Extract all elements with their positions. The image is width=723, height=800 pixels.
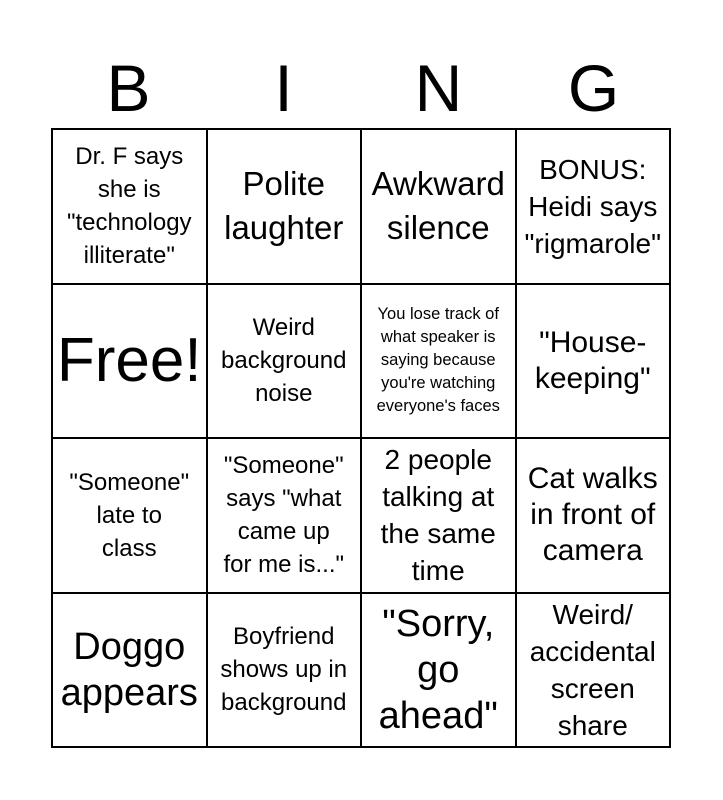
cell-text: Dr. F says she is "technology illiterate" (66, 143, 192, 270)
cell-text: Awkward silence (371, 165, 505, 247)
cell-text: Weird/ accidental screen share (529, 598, 656, 741)
free-space-cell[interactable] (52, 284, 207, 439)
bingo-cell[interactable] (516, 438, 671, 593)
bingo-cell[interactable] (207, 284, 362, 439)
cell-text: Weird background noise (221, 314, 347, 408)
cell-text: BONUS: Heidi says "rigmarole" (524, 153, 662, 259)
cell-text: Doggo appears (60, 625, 198, 714)
cell-text: "Someone" late to class (69, 468, 190, 562)
bingo-cell[interactable] (52, 129, 207, 284)
bingo-cell[interactable] (52, 438, 207, 593)
bingo-cell[interactable] (361, 129, 516, 284)
cell-text: "House- keeping" (534, 325, 651, 395)
bingo-cell[interactable] (207, 129, 362, 284)
cell-text: Free! (56, 325, 202, 395)
header-letter-i: I (274, 51, 293, 125)
cell-text: "Sorry, go ahead" (378, 602, 498, 737)
header-letter-g: G (567, 51, 620, 125)
bingo-cell[interactable] (52, 593, 207, 748)
cell-text: Boyfriend shows up in background (220, 623, 348, 717)
bingo-cell[interactable] (207, 438, 362, 593)
header-letter-b: B (106, 51, 151, 125)
bingo-card-grid (51, 128, 671, 748)
cell-text: "Someone" says "what came up for me is..." (223, 452, 345, 579)
cell-text: Polite laughter (224, 165, 344, 247)
bingo-cell[interactable] (361, 438, 516, 593)
bingo-cell[interactable] (361, 284, 516, 439)
bingo-cell[interactable] (516, 129, 671, 284)
bingo-cell[interactable] (516, 593, 671, 748)
bingo-cell[interactable] (361, 593, 516, 748)
bingo-cell[interactable] (207, 593, 362, 748)
cell-text: You lose track of what speaker is saying because you're watching everyone's faces (376, 305, 500, 416)
bingo-cell[interactable] (516, 284, 671, 439)
header-letter-n: N (414, 51, 463, 125)
cell-text: Cat walks in front of camera (527, 462, 658, 568)
cell-text: 2 people talking at the same time (380, 444, 496, 587)
bingo-header (51, 48, 671, 123)
